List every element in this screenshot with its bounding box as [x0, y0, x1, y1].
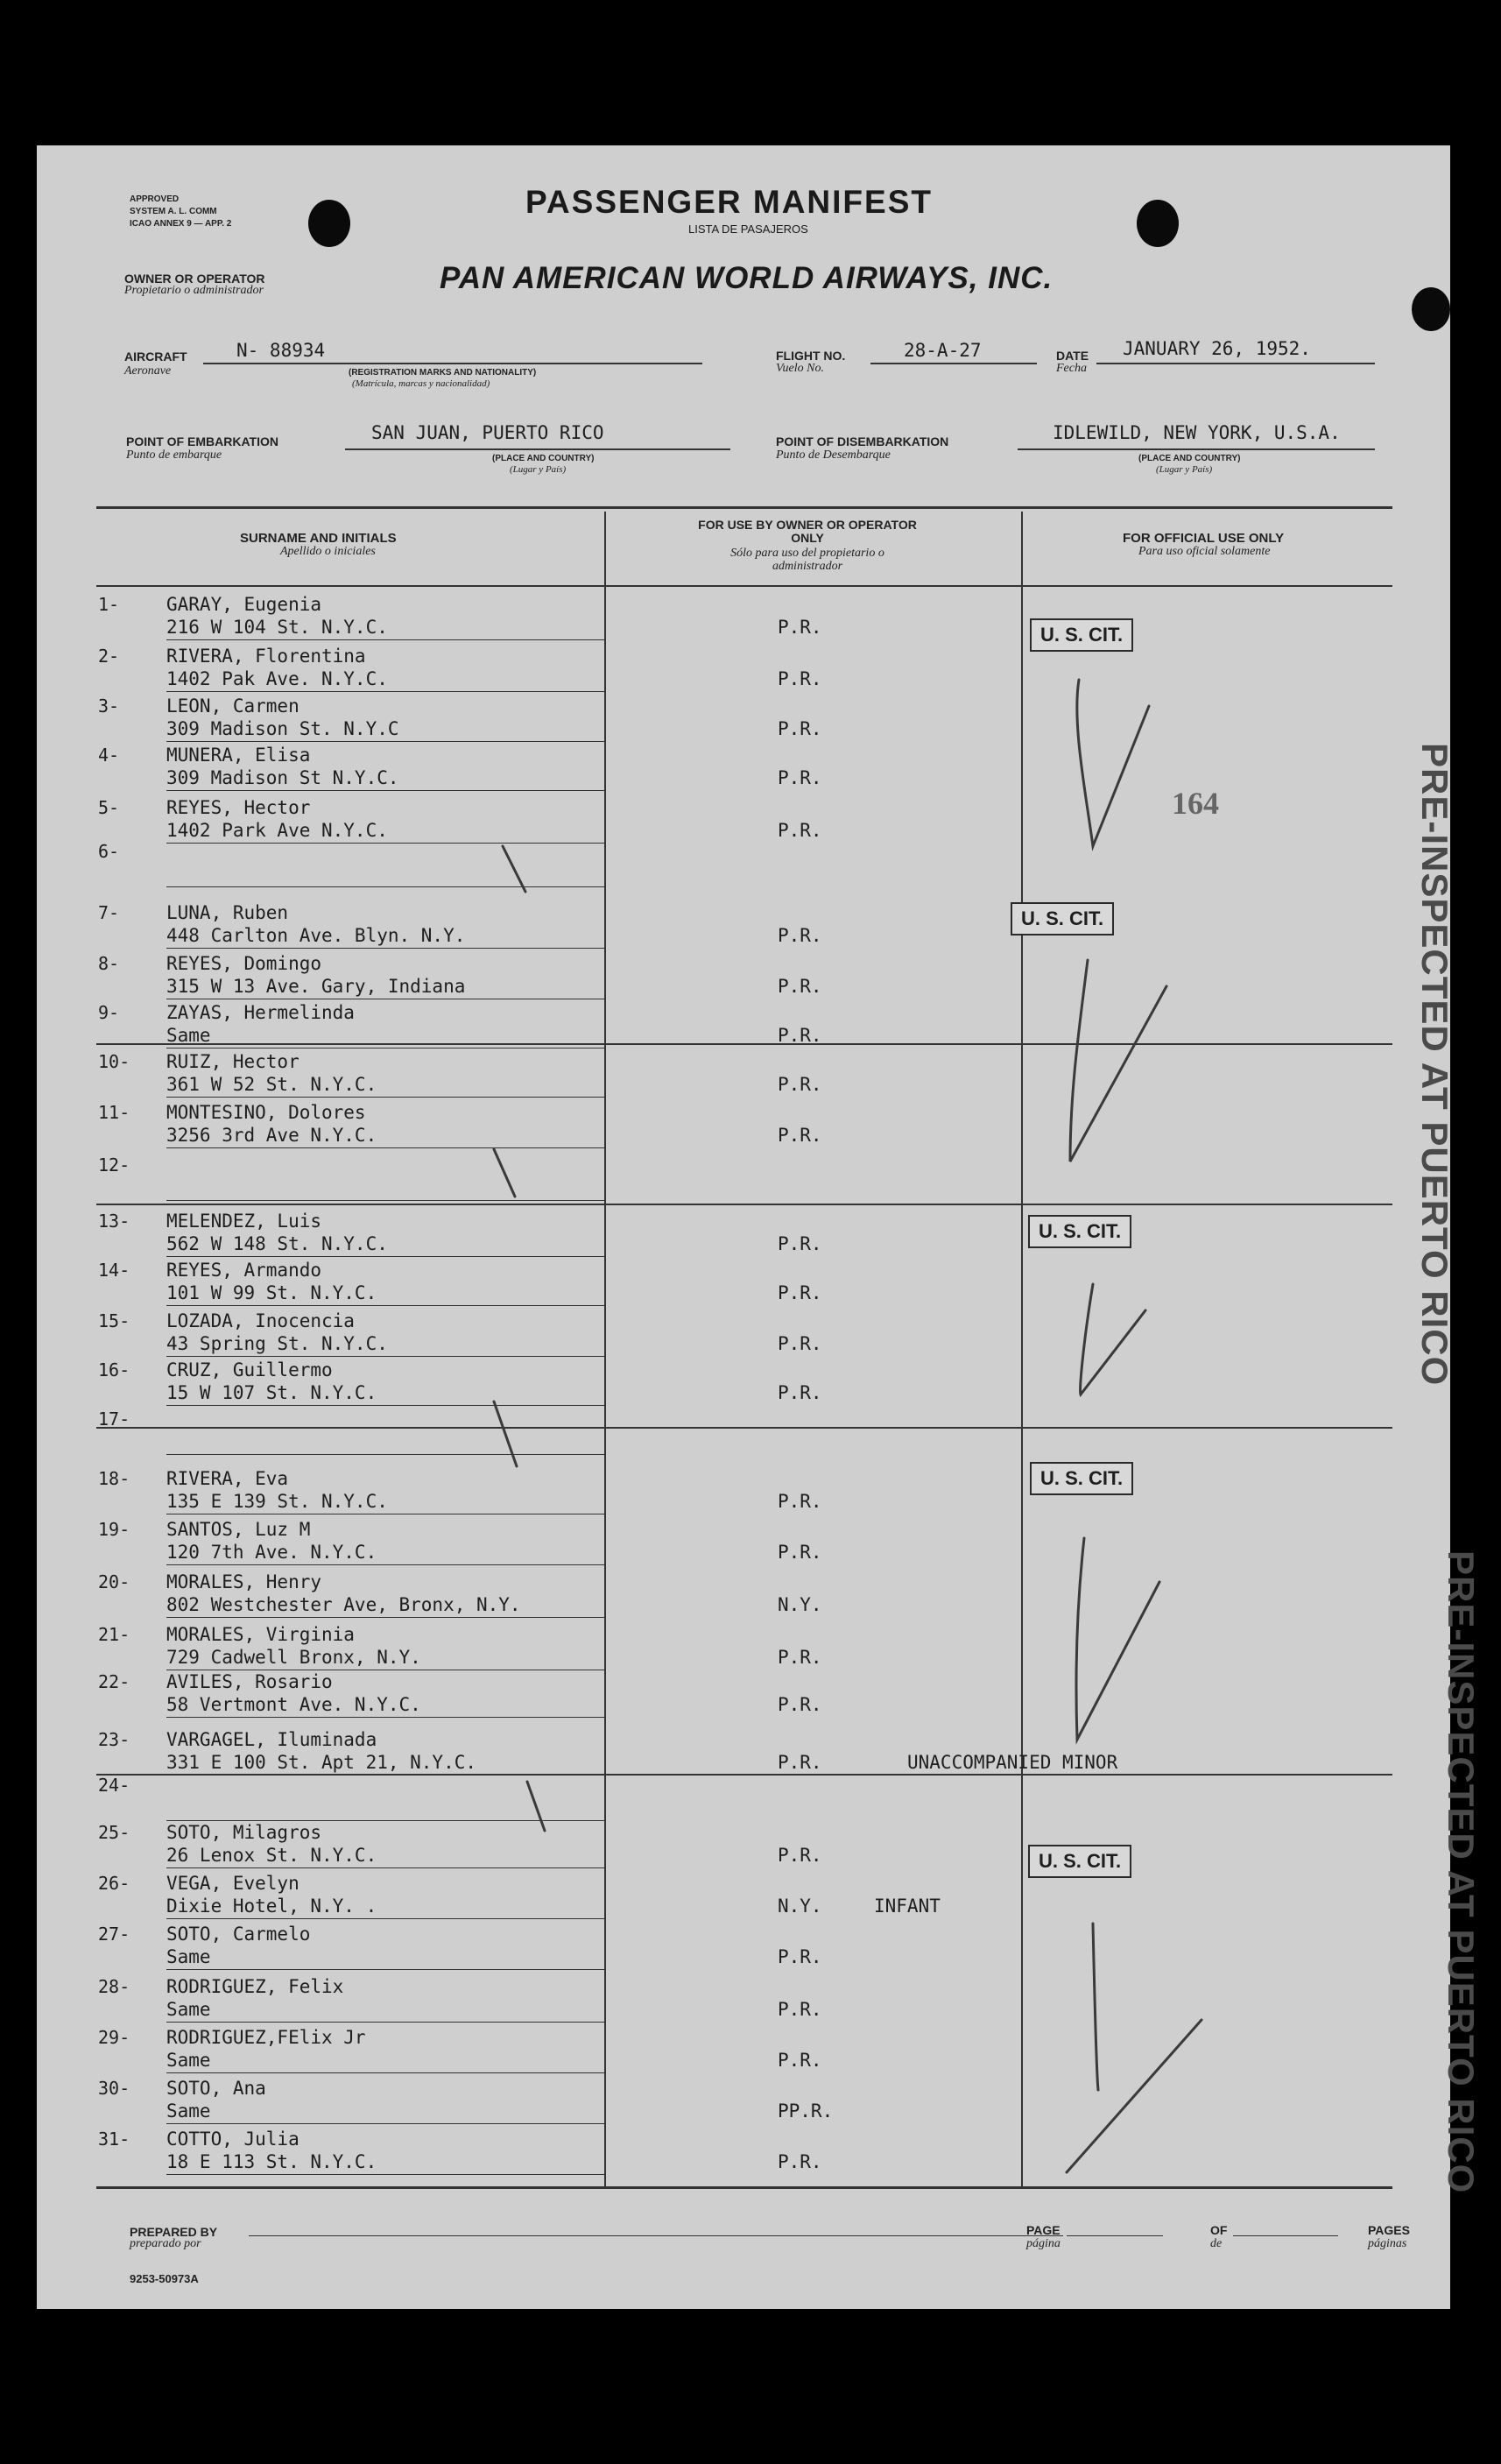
- passenger-address: 448 Carlton Ave. Blyn. N.Y.: [166, 925, 466, 946]
- of-label-es: de: [1210, 2237, 1223, 2250]
- passenger-address: Same: [166, 1025, 211, 1046]
- flight-label-es: Vuelo No.: [776, 362, 824, 375]
- operator-code: N.Y.: [778, 1594, 822, 1615]
- page-subtitle: LISTA DE PASAJEROS: [688, 222, 808, 236]
- approved-line: ICAO ANNEX 9 — APP. 2: [130, 219, 232, 229]
- passenger-address: 802 Westchester Ave, Bronx, N.Y.: [166, 1594, 521, 1615]
- row-number: 19-: [98, 1519, 130, 1540]
- passenger-address: Same: [166, 1999, 211, 2020]
- row-number: 29-: [98, 2027, 130, 2048]
- passenger-address: 361 W 52 St. N.Y.C.: [166, 1074, 377, 1095]
- place-note-es: (Lugar y País): [1156, 464, 1213, 475]
- passenger-name: COTTO, Julia: [166, 2129, 299, 2150]
- row-number: 13-: [98, 1211, 130, 1232]
- of-label: OF: [1210, 2223, 1228, 2237]
- row-number: 5-: [98, 797, 120, 818]
- passenger-address: 562 W 148 St. N.Y.C.: [166, 1233, 388, 1254]
- us-citizen-stamp: U. S. CIT.: [1028, 1215, 1131, 1248]
- passenger-name: SANTOS, Luz M: [166, 1519, 311, 1540]
- passenger-name: MORALES, Virginia: [166, 1624, 355, 1645]
- operator-code: P.R.: [778, 1752, 822, 1773]
- passenger-name: RIVERA, Florentina: [166, 646, 366, 667]
- operator-code: P.R.: [778, 668, 822, 689]
- passenger-address: 1402 Pak Ave. N.Y.C.: [166, 668, 388, 689]
- operator-code: P.R.: [778, 718, 822, 739]
- row-number: 16-: [98, 1359, 130, 1380]
- row-number: 17-: [98, 1409, 130, 1430]
- aircraft-label: AIRCRAFT: [124, 349, 187, 364]
- passenger-address: 1402 Park Ave N.Y.C.: [166, 820, 388, 841]
- row-number: 27-: [98, 1924, 130, 1945]
- row-number: 30-: [98, 2078, 130, 2099]
- operator-code: P.R.: [778, 1382, 822, 1403]
- row-number: 21-: [98, 1624, 130, 1645]
- flight-label: FLIGHT NO.: [776, 349, 846, 363]
- operator-code: P.R.: [778, 617, 822, 638]
- prepared-label-es: preparado por: [130, 2237, 201, 2250]
- row-number: 2-: [98, 646, 120, 667]
- embark-label-es: Punto de embarque: [126, 448, 222, 462]
- operator-code: P.R.: [778, 1694, 822, 1715]
- passenger-note: INFANT: [874, 1896, 941, 1917]
- row-number: 9-: [98, 1002, 120, 1023]
- passenger-address: 729 Cadwell Bronx, N.Y.: [166, 1647, 421, 1668]
- passenger-address: 135 E 139 St. N.Y.C.: [166, 1491, 388, 1512]
- operator-code: P.R.: [778, 1025, 822, 1046]
- owner-label-es: Propietario o administrador: [124, 284, 264, 297]
- us-citizen-stamp: U. S. CIT.: [1030, 1462, 1133, 1495]
- operator-code: N.Y.: [778, 1896, 822, 1917]
- row-number: 20-: [98, 1571, 130, 1592]
- passenger-address: 101 W 99 St. N.Y.C.: [166, 1282, 377, 1303]
- row-number: 24-: [98, 1775, 130, 1796]
- passenger-name: RODRIGUEZ, Felix: [166, 1976, 344, 1997]
- registration-note: (REGISTRATION MARKS AND NATIONALITY): [349, 368, 537, 378]
- passenger-name: SOTO, Ana: [166, 2078, 266, 2099]
- operator-code: P.R.: [778, 1946, 822, 1967]
- row-number: 10-: [98, 1051, 130, 1072]
- passenger-name: MELENDEZ, Luis: [166, 1211, 322, 1232]
- operator-code: P.R.: [778, 925, 822, 946]
- row-number: 25-: [98, 1822, 130, 1843]
- row-number: 28-: [98, 1976, 130, 1997]
- operator-code: P.R.: [778, 1333, 822, 1354]
- passenger-note: UNACCOMPANIED MINOR: [907, 1752, 1118, 1773]
- passenger-address: 331 E 100 St. Apt 21, N.Y.C.: [166, 1752, 477, 1773]
- row-number: 1-: [98, 594, 120, 615]
- passenger-name: LOZADA, Inocencia: [166, 1310, 355, 1331]
- passenger-address: 315 W 13 Ave. Gary, Indiana: [166, 976, 466, 997]
- passenger-address: 58 Vertmont Ave. N.Y.C.: [166, 1694, 421, 1715]
- disembark-label: POINT OF DISEMBARKATION: [776, 434, 949, 448]
- row-number: 22-: [98, 1671, 130, 1692]
- flight-value: 28-A-27: [904, 340, 982, 361]
- passenger-name: REYES, Armando: [166, 1260, 322, 1281]
- operator-code: P.R.: [778, 1282, 822, 1303]
- approved-line: APPROVED: [130, 194, 180, 204]
- disembark-value: IDLEWILD, NEW YORK, U.S.A.: [1053, 422, 1341, 443]
- passenger-address: Same: [166, 2050, 211, 2071]
- passenger-name: LUNA, Ruben: [166, 902, 289, 923]
- prepared-label: PREPARED BY: [130, 2225, 218, 2239]
- passenger-name: LEON, Carmen: [166, 695, 299, 717]
- passenger-name: MORALES, Henry: [166, 1571, 322, 1592]
- row-number: 31-: [98, 2129, 130, 2150]
- passenger-name: REYES, Domingo: [166, 953, 322, 974]
- passenger-name: SOTO, Carmelo: [166, 1924, 311, 1945]
- operator-code: P.R.: [778, 1491, 822, 1512]
- row-number: 15-: [98, 1310, 130, 1331]
- date-label-es: Fecha: [1056, 362, 1087, 375]
- passenger-name: MONTESINO, Dolores: [166, 1102, 366, 1123]
- date-value: JANUARY 26, 1952.: [1123, 338, 1311, 359]
- passenger-address: 43 Spring St. N.Y.C.: [166, 1333, 388, 1354]
- passenger-name: RODRIGUEZ,FElix Jr: [166, 2027, 366, 2048]
- passenger-address: 120 7th Ave. N.Y.C.: [166, 1542, 377, 1563]
- col1-header-es: Apellido o iniciales: [280, 545, 376, 558]
- row-number: 26-: [98, 1873, 130, 1894]
- us-citizen-stamp: U. S. CIT.: [1028, 1845, 1131, 1878]
- passenger-address: 26 Lenox St. N.Y.C.: [166, 1845, 377, 1866]
- passenger-address: Dixie Hotel, N.Y. .: [166, 1896, 377, 1917]
- us-citizen-stamp: U. S. CIT.: [1030, 618, 1133, 652]
- operator-code: P.R.: [778, 1542, 822, 1563]
- passenger-address: 3256 3rd Ave N.Y.C.: [166, 1125, 377, 1146]
- passenger-name: GARAY, Eugenia: [166, 594, 322, 615]
- embark-label: POINT OF EMBARKATION: [126, 434, 278, 448]
- col2-header-es: Sólo para uso del propietario o administrador: [730, 547, 884, 573]
- passenger-name: AVILES, Rosario: [166, 1671, 333, 1692]
- row-number: 18-: [98, 1468, 130, 1489]
- place-note-es: (Lugar y País): [510, 464, 567, 475]
- registration-note-es: (Matrícula, marcas y nacionalidad): [352, 378, 490, 389]
- passenger-name: VARGAGEL, Iluminada: [166, 1729, 377, 1750]
- passenger-name: ZAYAS, Hermelinda: [166, 1002, 355, 1023]
- passenger-address: 15 W 107 St. N.Y.C.: [166, 1382, 377, 1403]
- col3-header-es: Para uso oficial solamente: [1138, 545, 1271, 558]
- page-label: PAGE: [1026, 2223, 1061, 2237]
- passenger-name: CRUZ, Guillermo: [166, 1359, 333, 1380]
- row-number: 3-: [98, 695, 120, 717]
- page-title: PASSENGER MANIFEST: [525, 184, 933, 220]
- row-number: 8-: [98, 953, 120, 974]
- approved-line: SYSTEM A. L. COMM: [130, 207, 217, 216]
- col3-header: FOR OFFICIAL USE ONLY: [1123, 531, 1285, 546]
- aircraft-value: N- 88934: [236, 340, 326, 361]
- manifest-page: [37, 145, 1482, 2309]
- row-number: 14-: [98, 1260, 130, 1281]
- embark-value: SAN JUAN, PUERTO RICO: [371, 422, 604, 443]
- operator-code: P.R.: [778, 1647, 822, 1668]
- passenger-address: 309 Madison St. N.Y.C: [166, 718, 399, 739]
- operator-code: P.R.: [778, 976, 822, 997]
- row-number: 4-: [98, 745, 120, 766]
- operator-code: P.R.: [778, 2151, 822, 2172]
- col2-header: FOR USE BY OWNER OR OPERATOR ONLY: [698, 518, 917, 545]
- aircraft-label-es: Aeronave: [124, 364, 172, 378]
- pre-inspected-stamp: PRE-INSPECTED AT PUERTO RICO: [1414, 743, 1455, 1387]
- operator-code: P.R.: [778, 1074, 822, 1095]
- operator-code: P.R.: [778, 1845, 822, 1866]
- place-note: (PLACE AND COUNTRY): [492, 454, 595, 463]
- row-number: 6-: [98, 841, 120, 862]
- row-number: 23-: [98, 1729, 130, 1750]
- airline-name: PAN AMERICAN WORLD AIRWAYS, INC.: [440, 261, 1054, 295]
- passenger-name: MUNERA, Elisa: [166, 745, 311, 766]
- passenger-address: Same: [166, 1946, 211, 1967]
- passenger-address: 18 E 113 St. N.Y.C.: [166, 2151, 377, 2172]
- row-number: 11-: [98, 1102, 130, 1123]
- pen-marks: [37, 145, 1450, 2309]
- operator-code: P.R.: [778, 2050, 822, 2071]
- pre-inspected-stamp: PRE-INSPECTED AT PUERTO RICO: [1441, 1550, 1482, 2194]
- passenger-address: 216 W 104 St. N.Y.C.: [166, 617, 388, 638]
- col1-header: SURNAME AND INITIALS: [240, 531, 397, 546]
- passenger-name: SOTO, Milagros: [166, 1822, 322, 1843]
- operator-code: P.R.: [778, 820, 822, 841]
- operator-code: PP.R.: [778, 2100, 834, 2122]
- us-citizen-stamp: U. S. CIT.: [1011, 902, 1114, 935]
- passenger-address: 309 Madison St N.Y.C.: [166, 767, 399, 788]
- operator-code: P.R.: [778, 767, 822, 788]
- passenger-name: RIVERA, Eva: [166, 1468, 289, 1489]
- handwritten-number: 164: [1172, 786, 1219, 821]
- date-label: DATE: [1056, 349, 1089, 363]
- operator-code: P.R.: [778, 1999, 822, 2020]
- row-number: 7-: [98, 902, 120, 923]
- passenger-address: Same: [166, 2100, 211, 2122]
- pages-label: PAGES: [1368, 2223, 1410, 2237]
- operator-code: P.R.: [778, 1125, 822, 1146]
- passenger-name: VEGA, Evelyn: [166, 1873, 299, 1894]
- pages-label-es: páginas: [1368, 2237, 1407, 2250]
- disembark-label-es: Punto de Desembarque: [776, 448, 891, 462]
- owner-label: OWNER OR OPERATOR: [124, 272, 265, 286]
- passenger-name: REYES, Hector: [166, 797, 311, 818]
- form-number: 9253-50973A: [130, 2272, 199, 2285]
- operator-code: P.R.: [778, 1233, 822, 1254]
- row-number: 12-: [98, 1154, 130, 1176]
- place-note: (PLACE AND COUNTRY): [1138, 454, 1241, 463]
- passenger-name: RUIZ, Hector: [166, 1051, 299, 1072]
- page-label-es: página: [1026, 2237, 1061, 2250]
